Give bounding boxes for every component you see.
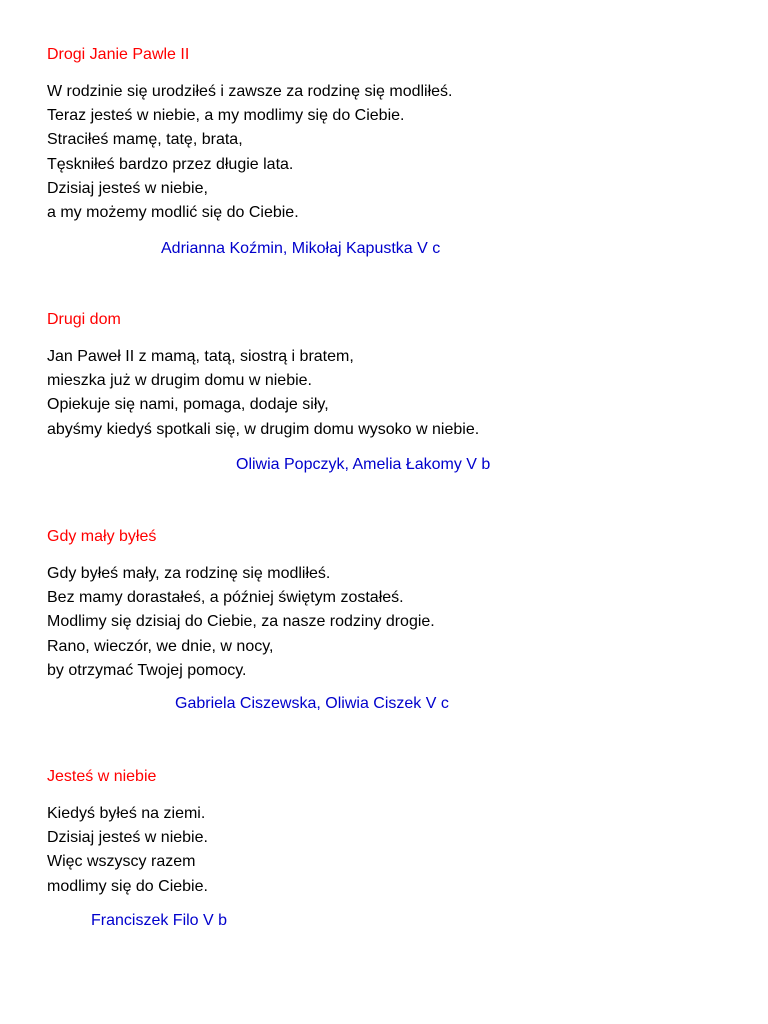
poem-body xyxy=(47,802,747,899)
poem-line: Gdy byłeś mały, za rodzinę się modliłeś. xyxy=(47,565,331,582)
poem-line: Teraz jesteś w niebie, a my modlimy się do Ciebie. xyxy=(47,107,405,125)
poem-title: Jesteś w niebie xyxy=(47,768,157,785)
poem-section xyxy=(47,527,747,712)
poem-title: Drogi Janie Pawle II xyxy=(47,46,190,63)
poem-line: abyśmy kiedyś spotkali się, w drugim domu wysoko w niebie. xyxy=(47,420,480,438)
poem-author: Oliwia Popczyk, Amelia Łakomy V b xyxy=(236,456,491,473)
poem-title: Drugi dom xyxy=(47,311,121,328)
poem-line: Dzisiaj jesteś w niebie, xyxy=(47,179,208,197)
poem-author: Adrianna Koźmin, Mikołaj Kapustka V c xyxy=(161,240,441,257)
poem-line: mieszka już w drugim domu w niebie. xyxy=(47,372,312,390)
poem-line: Straciłeś mamę, tatę, brata, xyxy=(47,131,243,149)
poem-line: W rodzinie się urodziłeś i zawsze za rodzinę się modliłeś. xyxy=(47,83,453,100)
poem-body xyxy=(47,345,747,442)
poem-line: Opiekuje się nami, pomaga, dodaje siły, xyxy=(47,396,329,414)
poem-author: Gabriela Ciszewska, Oliwia Ciszek V c xyxy=(175,695,449,712)
poem-line: Dzisiaj jesteś w niebie. xyxy=(47,829,208,847)
poem-body xyxy=(47,562,747,683)
poem-line: Rano, wieczór, we dnie, w nocy, xyxy=(47,637,274,655)
poem-line: a my możemy modlić się do Ciebie. xyxy=(47,204,299,222)
poem-line: modlimy się do Ciebie. xyxy=(47,877,208,895)
poem-title: Gdy mały byłeś xyxy=(47,528,157,545)
poem-section xyxy=(47,767,747,929)
poem-line: Bez mamy dorastałeś, a później świętym zostałeś. xyxy=(47,589,404,607)
poem-section xyxy=(47,310,747,473)
poem-line: Jan Paweł II z mamą, tatą, siostrą i bratem, xyxy=(47,348,354,365)
poem-line: Kiedyś byłeś na ziemi. xyxy=(47,805,206,822)
poem-line: by otrzymać Twojej pomocy. xyxy=(47,661,247,679)
poem-author: Franciszek Filo V b xyxy=(91,912,228,929)
poem-line: Modlimy się dzisiaj do Ciebie, za nasze rodziny drogie. xyxy=(47,613,435,631)
poem-line: Więc wszyscy razem xyxy=(47,853,196,871)
poem-line: Tęskniłeś bardzo przez długie lata. xyxy=(47,155,294,173)
poem-section xyxy=(47,45,747,257)
poem-body xyxy=(47,80,747,225)
